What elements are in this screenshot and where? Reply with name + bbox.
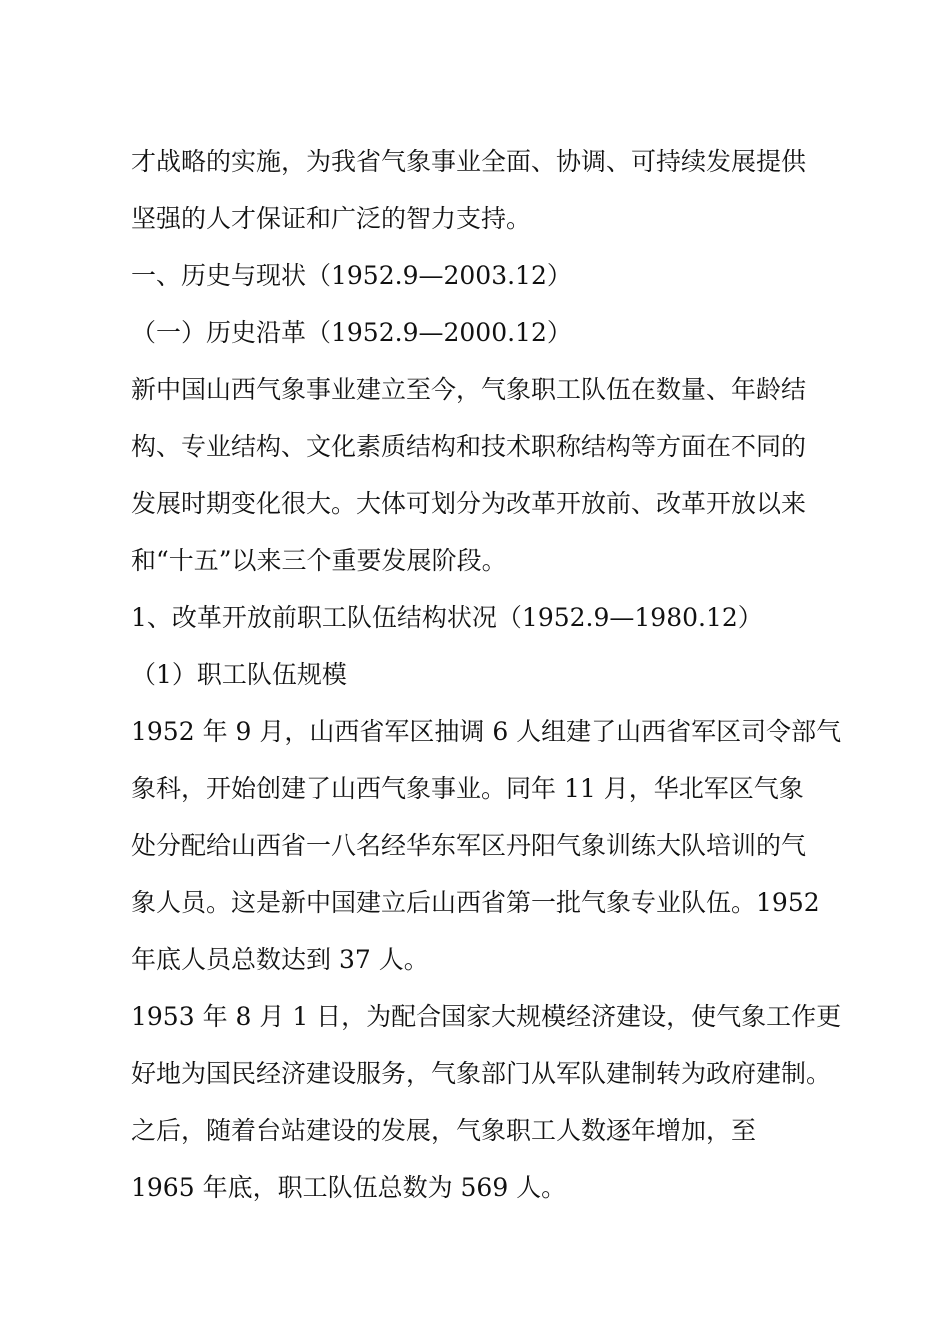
text-line: 新中国山西气象事业建立至今，气象职工队伍在数量、年龄结 [131, 375, 807, 404]
text-line: 和“十五”以来三个重要发展阶段。 [131, 546, 507, 575]
subsection-heading: 1、改革开放前职工队伍结构状况（1952.9—1980.12） [131, 603, 763, 632]
text-line: 构、专业结构、文化素质结构和技术职称结构等方面在不同的 [131, 432, 807, 461]
text-line: 象科，开始创建了山西气象事业。同年 11 月，华北军区气象 [131, 774, 804, 803]
text-line: 好地为国民经济建设服务，气象部门从军队建制转为政府建制。 [131, 1059, 832, 1088]
subsection-heading: （一）历史沿革（1952.9—2000.12） [131, 318, 572, 347]
text-line: 1965 年底，职工队伍总数为 569 人。 [131, 1173, 567, 1202]
text-line: 之后，随着台站建设的发展，气象职工人数逐年增加，至 [131, 1116, 757, 1145]
subsection-heading: （1）职工队伍规模 [131, 660, 347, 689]
section-heading: 一、历史与现状（1952.9—2003.12） [131, 261, 572, 290]
text-line: 象人员。这是新中国建立后山西省第一批气象专业队伍。1952 [131, 888, 820, 917]
text-line: 1953 年 8 月 1 日，为配合国家大规模经济建设，使气象工作更 [131, 1002, 842, 1031]
text-line: 年底人员总数达到 37 人。 [131, 945, 429, 974]
text-line: 发展时期变化很大。大体可划分为改革开放前、改革开放以来 [131, 489, 807, 518]
text-line: 坚强的人才保证和广泛的智力支持。 [131, 204, 532, 233]
text-line: 1952 年 9 月，山西省军区抽调 6 人组建了山西省军区司令部气 [131, 717, 842, 746]
text-line: 才战略的实施，为我省气象事业全面、协调、可持续发展提供 [131, 147, 807, 176]
body-text [131, 140, 842, 1223]
text-line: 处分配给山西省一八名经华东军区丹阳气象训练大队培训的气 [131, 831, 807, 860]
